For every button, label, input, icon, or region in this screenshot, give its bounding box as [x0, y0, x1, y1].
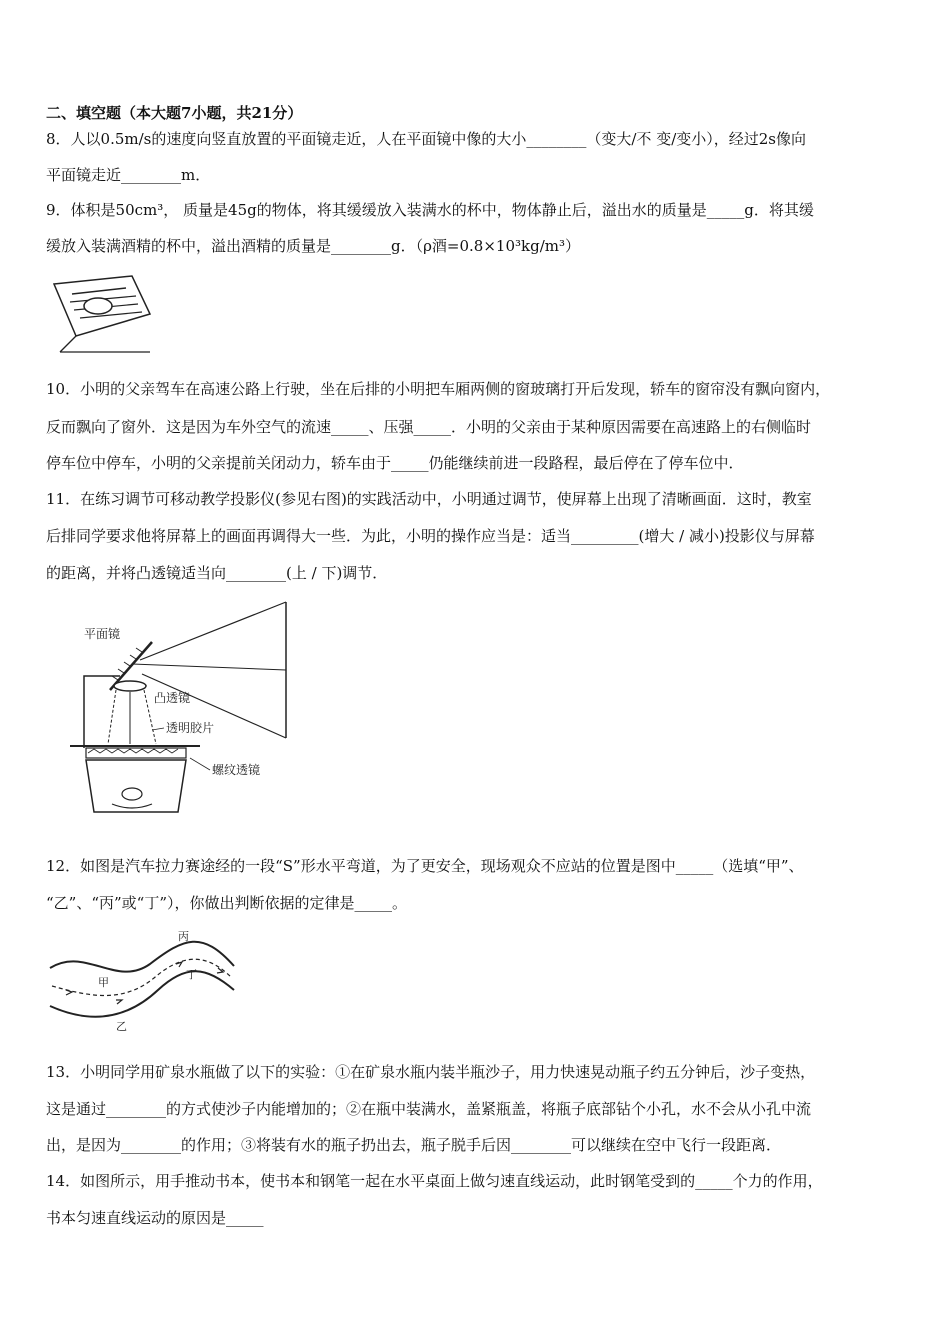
- q12-line-1: 12．如图是汽车拉力赛途经的一段“S”形水平弯道，为了更安全，现场观众不应站的位置是图中_____（选填“甲”、: [46, 857, 804, 875]
- q11-projector-figure: [60, 598, 300, 818]
- label-mirror: 平面镜: [84, 627, 121, 641]
- q9-line-2: 缓放入装满酒精的杯中，溢出酒精的质量是________g．（ρ酒=0.8×10³kg/m³）: [46, 237, 580, 255]
- section-title: 二、填空题（本大题7小题，共21分）: [46, 104, 303, 122]
- label-lens: 凸透镜: [154, 691, 191, 705]
- q13-line-1: 13．小明同学用矿泉水瓶做了以下的实验：①在矿泉水瓶内装半瓶沙子，用力快速晃动瓶子约五分钟后，沙子变热，: [46, 1063, 816, 1081]
- q14-line-2: 书本匀速直线运动的原因是_____: [46, 1209, 264, 1227]
- q12-line-2: “乙”、“丙”或“丁”），你做出判断依据的定律是_____。: [46, 894, 408, 912]
- q8-line-2: 平面镜走近________m．: [46, 166, 211, 184]
- q11-line-3: 的距离，并将凸透镜适当向________(上 / 下)调节．: [46, 564, 388, 582]
- q13-line-3: 出，是因为________的作用；③将装有水的瓶子扔出去，瓶子脱手后因________可以继续在空中飞行一段距离．: [46, 1136, 782, 1154]
- q11-line-1: 11．在练习调节可移动教学投影仪(参见右图)的实践活动中，小明通过调节，使屏幕上出现了清晰画面．这时，教室: [46, 490, 812, 508]
- q12-s-curve-figure: [46, 926, 236, 1038]
- q10-line-2: 反而飘向了窗外．这是因为车外空气的流速_____、压强_____．小明的父亲由于某种原因需要在高速路上的右侧临时: [46, 418, 812, 436]
- q10-line-3: 停车位中停车，小明的父亲提前关闭动力，轿车由于_____仍能继续前进一段路程，最后停在了停车位中．: [46, 454, 744, 472]
- q10-line-1: 10．小明的父亲驾车在高速公路上行驶，坐在后排的小明把车厢两侧的窗玻璃打开后发现，轿车的窗帘没有飘向窗内，: [46, 380, 831, 398]
- q14-line-1: 14．如图所示，用手推动书本，使书本和钢笔一起在水平桌面上做匀速直线运动，此时钢笔受到的_____个力的作用，: [46, 1172, 823, 1190]
- label-ding: 丁: [186, 968, 197, 981]
- q9-figure-cup: [46, 272, 156, 360]
- label-fresnel-lens: 螺纹透镜: [212, 763, 261, 777]
- q13-line-2: 这是通过________的方式使沙子内能增加的；②在瓶中装满水，盖紧瓶盖，将瓶子底部钻个小孔，水不会从小孔中流: [46, 1100, 812, 1118]
- label-jia: 甲: [98, 976, 109, 989]
- q8-line-1: 8．人以0.5m/s的速度向竖直放置的平面镜走近，人在平面镜中像的大小________（变大/不 变/变小），经过2s像向: [46, 130, 806, 148]
- label-yi: 乙: [116, 1020, 127, 1033]
- q11-line-2: 后排同学要求他将屏幕上的画面再调得大一些．为此，小明的操作应当是：适当_________(增大 / 减小)投影仪与屏幕: [46, 527, 815, 545]
- label-film: 透明胶片: [166, 721, 215, 735]
- q9-line-1: 9．体积是50cm³， 质量是45g的物体，将其缓缓放入装满水的杯中，物体静止后，溢出水的质量是_____g．将其缓: [46, 201, 814, 219]
- label-bing: 丙: [178, 930, 189, 943]
